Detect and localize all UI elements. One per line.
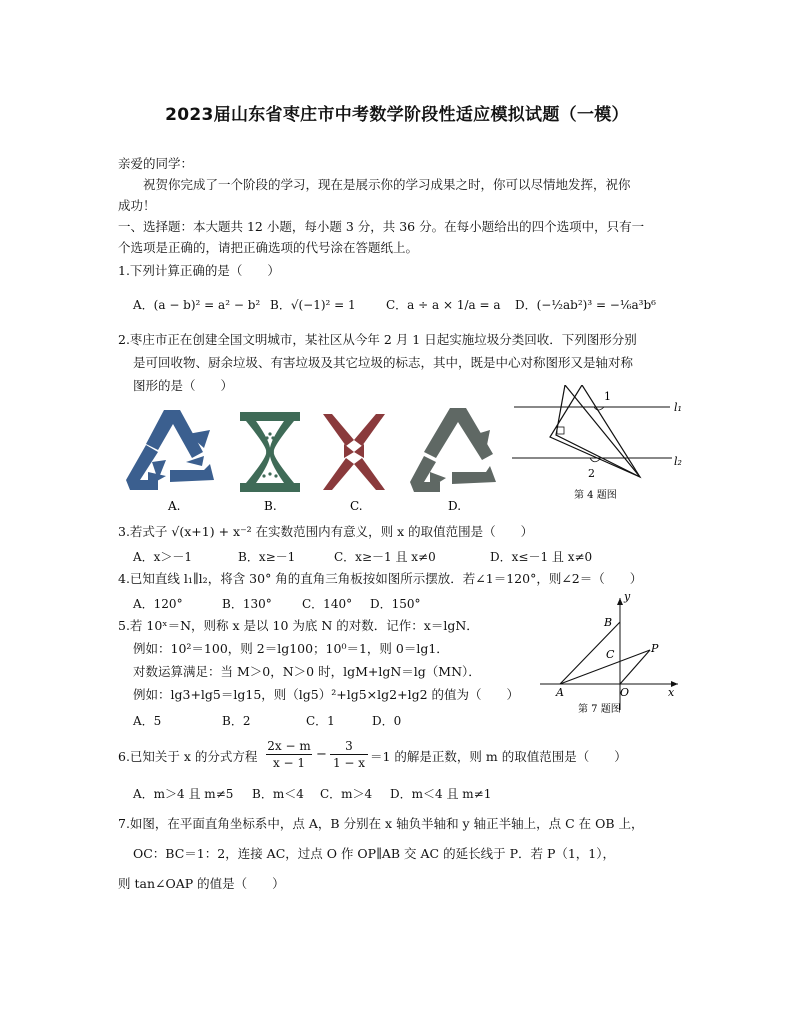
q4-option-d: D．150° [370, 597, 421, 611]
q7-stem-3: 则 tan∠OAP 的值是（ ） [118, 876, 285, 891]
q3-option-d: D．x≤－1 且 x≠0 [490, 550, 593, 564]
q4-option-b: B．130° [222, 597, 272, 611]
greeting: 亲爱的同学： [118, 156, 194, 171]
q6-option-d: D．m＜4 且 m≠1 [390, 787, 492, 801]
point-b-label: B [604, 616, 613, 629]
q6-option-a: A．m＞4 且 m≠5 [133, 787, 234, 801]
q3-option-c: C．x≥－1 且 x≠0 [334, 550, 436, 564]
q6-fraction-2-numerator: 3 [330, 738, 368, 755]
q2-label-c: C. [350, 499, 363, 513]
q6-fraction-2-denominator: 1 − x [332, 756, 366, 770]
q5-stem: 5.若 10ˣ＝N，则称 x 是以 10 为底 N 的对数．记作：x＝lgN． [118, 618, 479, 633]
q5-option-c: C．1 [306, 714, 335, 728]
angle-2-label: 2 [588, 467, 595, 480]
x-axis-label: x [668, 686, 675, 699]
q6-stem-pre: 6.已知关于 x 的分式方程 [118, 749, 258, 764]
section-heading-1: 一、选择题：本大题共 12 小题，每小题 3 分，共 36 分。在每小题给出的四个选项中，只有一 [118, 219, 645, 234]
section-heading-2: 个选项是正确的，请把正确选项的代号涂在答题纸上。 [118, 240, 419, 255]
fig7-caption: 第 7 题图 [578, 704, 621, 715]
q7-stem-1: 7.如图，在平面直角坐标系中，点 A，B 分别在 x 轴负半轴和 y 轴正半轴上，点 C 在 OB 上， [118, 816, 644, 831]
q6-fraction-1-denominator: x − 1 [272, 756, 306, 770]
point-c-label: C [606, 648, 615, 661]
q4-option-a: A．120° [133, 597, 183, 611]
q1-option-d: D．(−½ab²)³ = −⅙a³b⁶ [515, 298, 656, 312]
q6-minus: − [316, 747, 327, 762]
q2-stem-2: 是可回收物、厨余垃圾、有害垃圾及其它垃圾的标志，其中，既是中心对称图形又是轴对称 [133, 355, 634, 370]
q6-option-b: B．m＜4 [252, 787, 304, 801]
intro-line-2: 成功！ [118, 198, 156, 213]
q2-label-d: D. [448, 499, 462, 513]
q5-rule: 对数运算满足：当 M＞0，N＞0 时，lgM+lgN＝lg（MN）． [133, 664, 481, 679]
q1-option-c: C．a ÷ a × 1/a = a [386, 298, 501, 312]
intro-line-1: 祝贺你完成了一个阶段的学习，现在是展示你的学习成果之时，你可以尽情地发挥，祝你 [143, 177, 631, 192]
q5-example-1: 例如：10²＝100，则 2＝lg100；10⁰＝1，则 0＝lg1． [133, 641, 449, 656]
q3-stem: 3.若式子 √(x+1) + x⁻² 在实数范围内有意义，则 x 的取值范围是（ ） [118, 524, 534, 539]
q6-fraction-2 [330, 738, 368, 771]
y-axis-label: y [624, 592, 631, 603]
q2-stem-1: 2.枣庄市正在创建全国文明城市，某社区从今年 2 月 1 日起实施垃圾分类回收．下列图形分别 [118, 332, 637, 347]
q5-example-2: 例如：lg3+lg5＝lg15，则（lg5）²+lg5×lg2+lg2 的值为（ ） [133, 687, 519, 702]
q5-option-b: B．2 [222, 714, 251, 728]
recycle-symbol-icon [126, 410, 214, 490]
q2-stem-3: 图形的是（ ） [133, 378, 234, 393]
fig4-diagram [508, 385, 698, 505]
harmful-waste-icon [323, 414, 385, 490]
point-p-label: P [651, 642, 659, 655]
q2-figures [118, 400, 508, 520]
fig4-caption: 第 4 题图 [574, 490, 617, 501]
q6-stem-post: ＝1 的解是正数，则 m 的取值范围是（ ） [370, 749, 627, 764]
fig7-diagram [538, 592, 688, 720]
q1-stem: 1.下列计算正确的是（ ） [118, 263, 280, 278]
q3-option-b: B．x≥－1 [238, 550, 296, 564]
q2-label-a: A. [168, 499, 181, 513]
q6-option-c: C．m＞4 [320, 787, 373, 801]
triangle-ruler [550, 385, 640, 477]
q4-option-c: C．140° [302, 597, 353, 611]
q6-fraction-1-numerator: 2x − m [267, 739, 311, 753]
page-title: 2023届山东省枣庄市中考数学阶段性适应模拟试题（一模） [165, 105, 629, 125]
l1-label: l₁ [674, 401, 682, 414]
angle-1-label: 1 [604, 390, 611, 403]
q3-option-a: A．x＞－1 [133, 550, 193, 564]
q7-stem-2: OC：BC＝1：2，连接 AC，过点 O 作 OP∥AB 交 AC 的延长线于 P．若 P（1，1）， [133, 846, 616, 861]
l2-label: l₂ [674, 455, 682, 468]
q4-stem: 4.已知直线 l₁∥l₂，将含 30° 角的直角三角板按如图所示摆放．若∠1＝120°，则∠2＝（ ） [118, 571, 643, 586]
other-waste-icon [410, 408, 496, 492]
kitchen-waste-icon [240, 412, 300, 492]
point-o-label: O [620, 686, 630, 699]
q6-fraction-1 [266, 738, 312, 771]
q1-option-b: B．√(−1)² = 1 [270, 298, 356, 312]
q5-option-a: A．5 [133, 714, 162, 728]
point-a-label: A [556, 686, 564, 699]
q5-option-d: D．0 [372, 714, 402, 728]
q1-option-a: A．(a − b)² = a² − b² [133, 298, 261, 312]
q2-label-b: B. [264, 499, 277, 513]
